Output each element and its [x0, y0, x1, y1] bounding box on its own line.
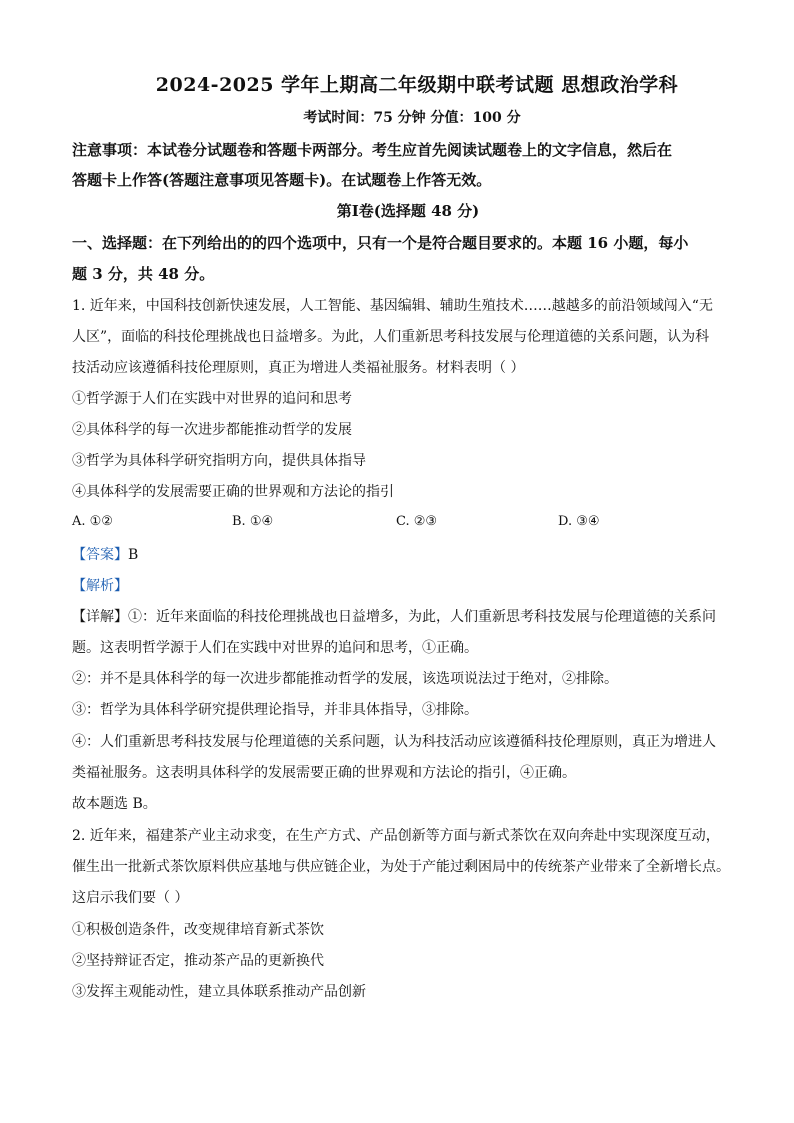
notice-line-2: 答题卡上作答(答题注意事项见答题卡)。在试题卷上作答无效。 [72, 171, 492, 189]
q1-detail-line-1: 【详解】①：近年来面临的科技伦理挑战也日益增多，为此，人们重新思考科技发展与伦理道德的关系问 [72, 609, 716, 625]
q1-conclusion: 故本题选 B。 [72, 796, 157, 812]
q2-item-2: ②坚持辩证否定，推动茶产品的更新换代 [72, 953, 324, 969]
q1-detail-line-2: 题。这表明哲学源于人们在实践中对世界的追问和思考，①正确。 [72, 640, 478, 656]
q1-stem-line-2: 人区”，面临的科技伦理挑战也日益增多。为此，人们重新思考科技发展与伦理道德的关系问题，认为科 [72, 329, 710, 345]
q1-option-d: D. ③④ [558, 514, 600, 529]
q2-stem-line-1: 2. 近年来，福建茶产业主动求变，在生产方式、产品创新等方面与新式茶饮在双向奔赴中实现深度互动， [72, 828, 720, 844]
answer-value: B [128, 547, 139, 563]
q1-detail-line-6: 类福祉服务。这表明具体科学的发展需要正确的世界观和方法论的指引，④正确。 [72, 765, 576, 781]
notice-line-1: 注意事项：本试卷分试题卷和答题卡两部分。考生应首先阅读试题卷上的文字信息，然后在 [72, 141, 673, 159]
q1-item-2: ②具体科学的每一次进步都能推动哲学的发展 [72, 422, 352, 438]
page-title: 2024-2025 学年上期高二年级期中联考试题 思想政治学科 [155, 74, 679, 96]
answer-label: 【答案】 [72, 547, 128, 563]
q1-detail-line-4: ③：哲学为具体科学研究提供理论指导，并非具体指导，③排除。 [72, 702, 478, 718]
q1-item-1: ①哲学源于人们在实践中对世界的追问和思考 [72, 391, 352, 407]
section-instruction-2: 题 3 分，共 48 分。 [72, 265, 215, 283]
q2-item-3: ③发挥主观能动性，建立具体联系推动产品创新 [72, 984, 366, 1000]
analysis-label: 【解析】 [72, 578, 128, 594]
q1-option-b: B. ①④ [232, 514, 274, 529]
q1-stem-line-1: 1. 近年来，中国科技创新快速发展，人工智能、基因编辑、辅助生殖技术……越越多的前沿领域闯入“无 [72, 298, 713, 314]
q1-answer [72, 545, 732, 565]
q1-option-a: A. ①② [72, 514, 113, 529]
q1-detail-line-5: ④：人们重新思考科技发展与伦理道德的关系问题，认为科技活动应该遵循科技伦理原则，真正为增进人 [72, 734, 716, 750]
q1-item-3: ③哲学为具体科学研究指明方向，提供具体指导 [72, 453, 366, 469]
q2-stem-line-3: 这启示我们要（ ） [72, 890, 189, 906]
q1-detail-line-3: ②：并不是具体科学的每一次进步都能推动哲学的发展，该选项说法过于绝对，②排除。 [72, 671, 618, 687]
q1-item-4: ④具体科学的发展需要正确的世界观和方法论的指引 [72, 484, 394, 500]
q2-stem-line-2: 催生出一批新式茶饮原料供应基地与供应链企业，为处于产能过剩困局中的传统茶产业带来了全新增长点。 [72, 859, 730, 875]
section-instruction-1: 一、选择题：在下列给出的的四个选项中，只有一个是符合题目要求的。本题 16 小题，每小 [72, 234, 689, 252]
section-heading: 第Ⅰ卷(选择题 48 分) [336, 202, 480, 220]
q1-stem-line-3: 技活动应该遵循科技伦理原则，真正为增进人类福祉服务。材料表明（ ） [72, 360, 525, 376]
q1-option-c: C. ②③ [396, 514, 438, 529]
exam-info: 考试时间：75 分钟 分值：100 分 [303, 110, 521, 126]
q1-analysis-label [72, 576, 732, 596]
q2-item-1: ①积极创造条件，改变规律培育新式茶饮 [72, 922, 324, 938]
